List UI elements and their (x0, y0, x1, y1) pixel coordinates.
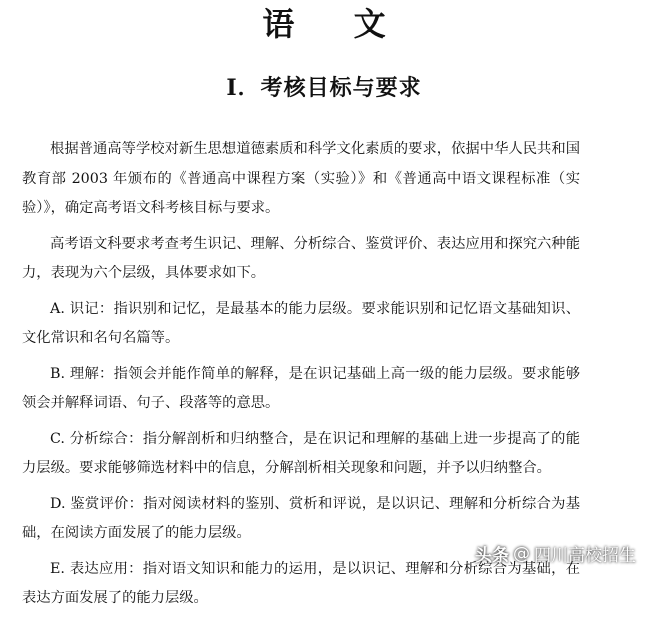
paragraph-level-b: B. 理解：指领会并能作简单的解释，是在识记基础上高一级的能力层级。要求能够领会并解释词语、句子、段落等的意思。 (22, 365, 580, 411)
section-heading: I．考核目标与要求 (226, 75, 422, 101)
paragraph-level-c: C. 分析综合：指分解剖析和归纳整合，是在识记和理解的基础上进一步提高了的能力层级。要求能够筛选材料中的信息，分解剖析相关现象和问题，并予以归纳整合。 (22, 430, 580, 476)
paragraph-intro: 根据普通高等学校对新生思想道德素质和科学文化素质的要求，依据中华人民共和国教育部 2003 年颁布的《普通高中课程方案（实验）》和《普通高中语文课程标准（实验）》，确定高考语文科考核目标与要求。 (22, 141, 580, 216)
paragraph-level-e: E. 表达应用：指对语文知识和能力的运用，是以识记、理解和分析综合为基础，在表达方面发展了的能力层级。 (22, 560, 580, 606)
page-title: 语 文 (262, 5, 410, 43)
watermark-separator: @ (513, 543, 530, 564)
paragraph-level-a: A. 识记：指识别和记忆，是最基本的能力层级。要求能识别和记忆语文基础知识、文化常识和名句名篇等。 (22, 300, 580, 346)
watermark-brand: 头条 (475, 546, 509, 566)
paragraph-abilities: 高考语文科要求考查考生识记、理解、分析综合、鉴赏评价、表达应用和探究六种能力，表现为六个层级，具体要求如下。 (22, 235, 580, 281)
watermark-account: 四川高校招生 (534, 546, 636, 566)
paragraph-level-d: D. 鉴赏评价：指对阅读材料的鉴别、赏析和评说，是以识记、理解和分析综合为基础，在阅读方面发展了的能力层级。 (22, 495, 580, 541)
watermark (475, 541, 636, 566)
